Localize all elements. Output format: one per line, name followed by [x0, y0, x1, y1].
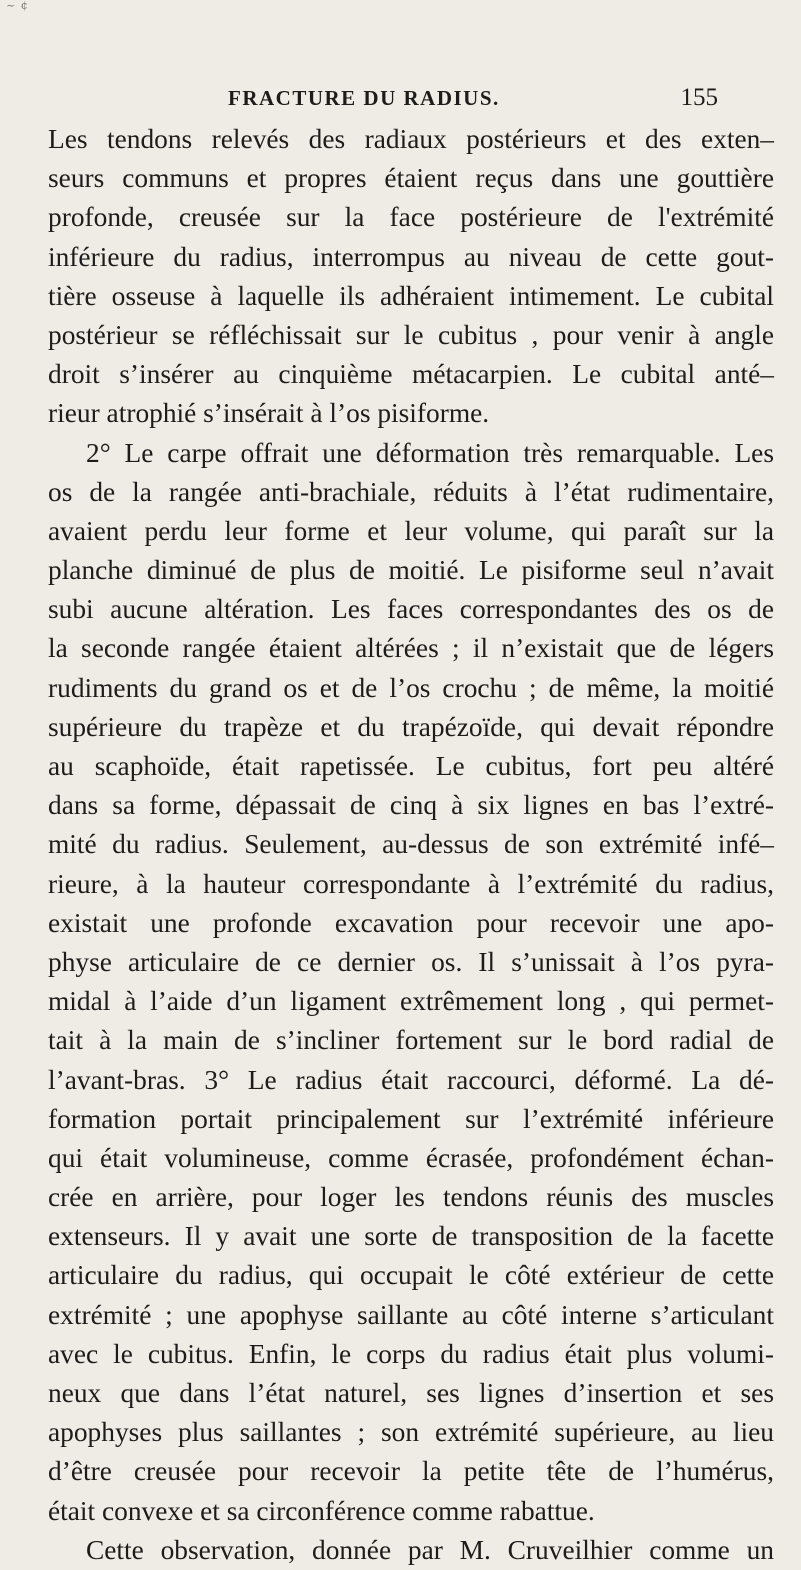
text-line: subi aucune altération. Les faces correspondantes des os de — [48, 594, 774, 625]
text-line: midal à l’aide d’un ligament extrêmement long , qui permet- — [48, 986, 774, 1017]
text-line: physe articulaire de ce dernier os. Il s’unissait à l’os pyra- — [48, 946, 774, 977]
text-line: formation portait principalement sur l’extrémité inférieure — [48, 1103, 774, 1134]
text-line: supérieure du trapèze et du trapézoïde, qui devait répondre — [48, 711, 774, 742]
text-line: os de la rangée anti-brachiale, réduits à l’état rudimentaire, — [48, 476, 774, 507]
text-line: planche diminué de plus de moitié. Le pisiforme seul n’avait — [48, 555, 774, 586]
text-line: tait à la main de s’incliner fortement sur le bord radial de — [48, 1025, 774, 1056]
text-line: la seconde rangée étaient altérées ; il n’existait que de légers — [48, 633, 774, 664]
text-line: articulaire du radius, qui occupait le côté extérieur de cette — [48, 1260, 774, 1291]
text-line: postérieur se réfléchissait sur le cubitus , pour venir à angle — [48, 319, 774, 350]
text-line: extenseurs. Il y avait une sorte de transposition de la facette — [48, 1221, 774, 1252]
text-line: rudiments du grand os et de l’os crochu ; de même, la moitié — [48, 672, 774, 703]
text-line: neux que dans l’état naturel, ses lignes d’insertion et ses — [48, 1378, 774, 1408]
running-head — [228, 86, 718, 116]
text-line: avaient perdu leur forme et leur volume, qui paraît sur la — [48, 515, 774, 546]
text-line: apophyses plus saillantes ; son extrémité supérieure, au lieu — [48, 1417, 774, 1448]
text-line: d’être creusée pour recevoir la petite tête de l’humérus, — [48, 1456, 774, 1487]
text-line: Cette observation, donnée par M. Cruveilhier comme un — [86, 1534, 774, 1565]
text-line: droit s’insérer au cinquième métacarpien. Le cubital anté– — [48, 359, 774, 390]
text-line: seurs communs et propres étaient reçus dans une gouttière — [48, 163, 774, 194]
text-line: dans sa forme, dépassait de cinq à six lignes en bas l’extré- — [48, 790, 774, 821]
text-line: 2° Le carpe offrait une déformation très remarquable. Les — [86, 437, 774, 468]
text-line: qui était volumineuse, comme écrasée, profondément échan- — [48, 1142, 774, 1173]
body-text — [48, 120, 774, 1570]
text-line: profonde, creusée sur la face postérieure de l'extrémité — [48, 202, 774, 233]
text-line: Les tendons relevés des radiaux postérieurs et des exten– — [48, 124, 774, 154]
text-line: existait une profonde excavation pour recevoir une apo- — [48, 907, 774, 938]
text-line: extrémité ; une apophyse saillante au côté interne s’articulant — [48, 1299, 774, 1330]
text-line: rieure, à la hauteur correspondante à l’extrémité du radius, — [48, 868, 774, 899]
text-line: mité du radius. Seulement, au-dessus de son extrémité infé– — [48, 829, 774, 860]
text-line: crée en arrière, pour loger les tendons réunis des muscles — [48, 1182, 774, 1213]
text-line: inférieure du radius, interrompus au niveau de cette gout- — [48, 241, 774, 272]
text-line: au scaphoïde, était rapetissée. Le cubitus, fort peu altéré — [48, 751, 774, 781]
text-line: l’avant-bras. 3° Le radius était raccourci, déformé. La dé- — [48, 1064, 774, 1095]
text-line: rieur atrophié s’insérait à l’os pisiforme. — [48, 398, 490, 429]
corner-mark: ~ ¢ — [6, 0, 29, 12]
text-line: avec le cubitus. Enfin, le corps du radius était plus volumi- — [48, 1338, 774, 1369]
page-number: 155 — [680, 84, 718, 111]
running-head-title: FRACTURE DU RADIUS. — [228, 86, 500, 110]
text-line: était convexe et sa circonférence comme rabattue. — [48, 1495, 595, 1526]
text-line: tière osseuse à laquelle ils adhéraient intimement. Le cubital — [48, 280, 774, 311]
